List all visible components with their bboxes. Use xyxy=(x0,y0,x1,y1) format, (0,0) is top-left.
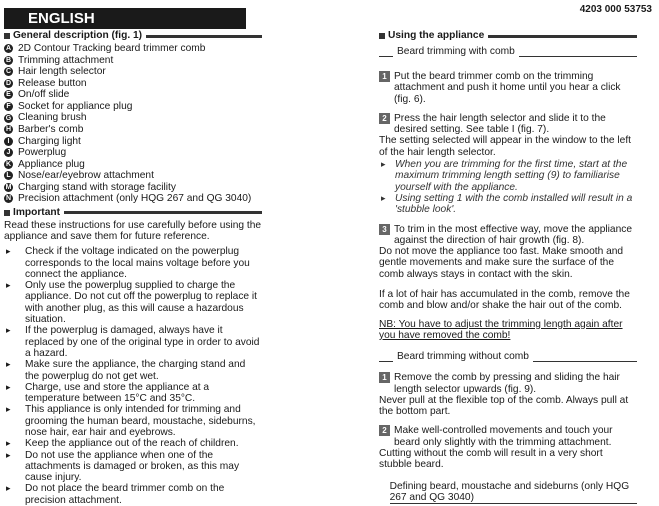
step-1-no-comb: 1 Remove the comb by pressing and sliding the hair length selector upwards (fig. 9). xyxy=(379,372,637,395)
list-item: B Trimming attachment xyxy=(5,54,114,66)
language-header: ENGLISH xyxy=(4,8,246,29)
nb-note: NB: You have to adjust the trimming length again after you have removed the comb! xyxy=(379,318,623,341)
step-2-note: The setting selected will appear in the window to the left of the hair length selector. xyxy=(379,135,632,158)
using-heading: Using the appliance xyxy=(379,31,637,41)
letter-badge: G xyxy=(5,114,12,122)
step-3-paragraph-2: If a lot of hair has accumulated in the comb, remove the comb and blow and/or shake the hair out of the comb. xyxy=(379,289,630,312)
tip-item: ▸ Using setting 1 with the comb installed will result in a 'stubble look'. xyxy=(379,193,637,216)
letter-badge: A xyxy=(5,45,12,53)
list-item: E On/off slide xyxy=(4,89,262,101)
list-item: I Charging light xyxy=(4,135,262,147)
letter-badge: L xyxy=(4,171,13,180)
list-item: D Release button xyxy=(5,77,87,89)
list-item: J Powerplug xyxy=(4,147,262,159)
list-item: N Precision attachment (only HQG 267 and QG 3040) xyxy=(5,193,252,205)
list-item: ▸ Charge, use and store the appliance at a temperature between 15°C and 35°C. xyxy=(4,382,262,405)
letter-badge: C xyxy=(5,68,12,76)
step-number: 2 xyxy=(379,113,390,124)
important-heading: Important xyxy=(4,208,262,218)
list-item: K Appliance plug xyxy=(5,158,85,170)
step-number: 1 xyxy=(379,372,390,383)
letter-badge: D xyxy=(5,79,12,87)
letter-badge: M xyxy=(5,183,12,191)
step-1: 1 Put the beard trimmer comb on the trimming attachment and push it home until you hear a click (fig. 6). xyxy=(379,71,637,105)
important-list xyxy=(4,246,262,506)
list-item: ▸ If the powerplug is damaged, always have it replaced by one of the original type in order to avoid a hazard. xyxy=(4,325,262,359)
list-item: A 2D Contour Tracking beard trimmer comb xyxy=(5,43,206,55)
letter-badge: B xyxy=(5,56,12,64)
document-number: 4203 000 53753 xyxy=(579,4,652,15)
list-item: ▸ Check if the voltage indicated on the powerplug corresponds to the local mains voltage before you connect the appliance. xyxy=(4,246,262,280)
important-intro: Read these instructions for use carefully before using the appliance and save them for future reference. xyxy=(4,219,262,242)
parts-list xyxy=(4,43,262,205)
list-item: ▸ Make sure the appliance, the charging stand and the powerplug do not get wet. xyxy=(4,359,262,382)
letter-badge: J xyxy=(4,148,13,157)
step-2: 2 Press the hair length selector and slide it to the desired setting. See table I (fig. 7). xyxy=(379,113,637,136)
list-item: F Socket for appliance plug xyxy=(4,101,262,113)
step-1-no-comb-paragraph: Never pull at the flexible top of the comb. Always pull at the bottom part. xyxy=(379,394,629,418)
letter-badge: I xyxy=(4,137,13,146)
step-2-no-comb: 2 Make well-controlled movements and touch your beard only slightly with the trimming attachment. xyxy=(379,425,637,448)
step-number: 3 xyxy=(379,224,390,235)
step-2-no-comb-paragraph: Cutting without the comb will result in a very short stubble beard. xyxy=(379,448,603,471)
subsection-defining-beard: Defining beard, moustache and sideburns (only HQG 267 and QG 3040) xyxy=(379,481,637,505)
tips-list xyxy=(379,159,637,215)
general-description-heading: General description (fig. 1) xyxy=(4,31,262,41)
step-number: 2 xyxy=(379,425,390,436)
letter-badge: H xyxy=(5,126,12,134)
step-3: 3 To trim in the most effective way, move the appliance against the direction of hair growth (fig. 8). xyxy=(379,224,637,247)
list-item: L Nose/ear/eyebrow attachment xyxy=(4,170,262,182)
subsection-beard-without-comb: Beard trimming without comb xyxy=(379,350,637,362)
list-item: ▸ Do not use the appliance when one of the attachments is damaged or broken, as this may cause injury. xyxy=(4,450,262,484)
right-column xyxy=(379,31,637,504)
list-item: C Hair length selector xyxy=(5,66,106,78)
list-item: ▸ This appliance is only intended for trimming and grooming the human beard, moustache, sideburns, nose hair, ear hair and eyebrows. xyxy=(4,404,262,438)
left-column xyxy=(4,31,262,506)
letter-badge: F xyxy=(4,102,13,111)
step-number: 1 xyxy=(379,71,390,82)
list-item: ▸ Only use the powerplug supplied to charge the appliance. Do not cut off the powerplug to replace it with another plug, as this will cause a hazardous situation. xyxy=(4,280,262,325)
letter-badge: N xyxy=(5,195,12,203)
step-3-paragraph: Do not move the appliance too fast. Make smooth and gentle movements and make sure the surface of the comb always stays in contact with the skin. xyxy=(379,246,624,280)
list-item: G Cleaning brush xyxy=(5,112,87,124)
letter-badge: K xyxy=(5,160,12,168)
list-item: H Barber's comb xyxy=(5,123,84,135)
list-item: ▸ Keep the appliance out of the reach of children. xyxy=(4,438,262,449)
subsection-beard-with-comb: Beard trimming with comb xyxy=(379,45,637,57)
letter-badge: E xyxy=(4,90,13,99)
list-item: M Charging stand with storage facility xyxy=(5,181,176,193)
tip-item: ▸ When you are trimming for the first time, start at the maximum trimming length setting (9) to familiarise yourself with the appliance. xyxy=(379,159,637,193)
list-item: ▸ Do not place the beard trimmer comb on the precision attachment. xyxy=(4,483,262,506)
